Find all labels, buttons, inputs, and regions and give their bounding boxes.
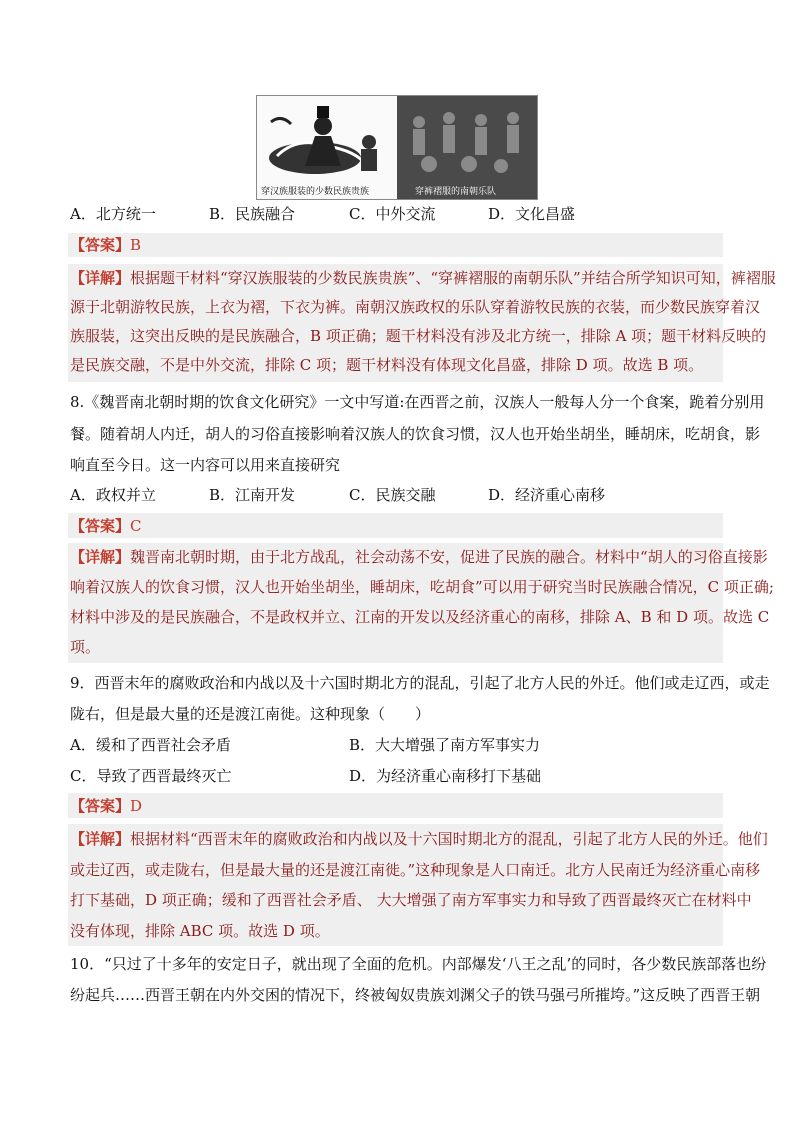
q7-detail-line-4: 是民族交融，不是中外交流，排除 C 项；题干材料没有体现文化昌盛，排除 D 项。故选 B 项。 <box>70 356 704 374</box>
q7-option-d: D．文化昌盛 <box>488 205 576 223</box>
q9-detail-line-2: 或走辽西，或走陇右，但是最大量的还是渡江南徙。”这种现象是人口南迁。北方人民南迁为经济重心南移 <box>70 861 761 879</box>
q8-option-b: B．江南开发 <box>209 486 296 504</box>
q8-detail-line-2: 响着汉族人的饮食习惯，汉人也开始坐胡坐，睡胡床，吃胡食”可以用于研究当时民族融合情况，C 项正确; <box>70 578 774 596</box>
left-caption: 穿汉族服装的少数民族贵族 <box>261 187 370 197</box>
q9-detail-line-4: 没有体现，排除 ABC 项。故选 D 项。 <box>70 922 330 940</box>
q8-option-d: D．经济重心南移 <box>488 486 606 504</box>
q7-answer <box>70 235 141 255</box>
q9-stem-line-1: 9．西晋末年的腐败政治和内战以及十六国时期北方的混乱，引起了北方人民的外迁。他们或走辽西，或走 <box>70 674 770 692</box>
answer-label: 【答案】 <box>70 517 131 535</box>
q9-answer <box>70 796 142 816</box>
answer-value: C <box>130 517 142 535</box>
q10-stem-line-1: 10．“只过了十多年的安定日子，就出现了全面的危机。内部爆发‘八王之乱’的同时，各少数民族部落也纷 <box>70 955 767 973</box>
q9-answer-band <box>68 793 723 818</box>
right-caption: 穿裤褶服的南朝乐队 <box>415 187 497 197</box>
q8-stem-line-1: 8.《魏晋南北朝时期的饮食文化研究》一文中写道:在西晋之前，汉族人一般每人分一个食案，跪着分别用 <box>70 393 765 411</box>
answer-value: D <box>130 797 143 815</box>
q8-option-c: C．民族交融 <box>349 486 436 504</box>
q7-option-c: C．中外交流 <box>349 205 436 223</box>
q9-detail-line-1: 【详解】根据材料“西晋末年的腐败政治和内战以及十六国时期北方的混乱，引起了北方人民的外迁。他们 <box>70 830 768 848</box>
southern-band-image <box>397 96 537 199</box>
minority-noble-image <box>257 96 397 199</box>
q7-answer-band <box>68 233 723 257</box>
detail-label: 【详解】 <box>70 548 131 566</box>
q8-detail-line-1: 【详解】魏晋南北朝时期，由于北方战乱，社会动荡不安，促进了民族的融合。材料中“胡人的习俗直接影 <box>70 548 768 566</box>
q7-detail-line-1: 【详解】根据题干材料“穿汉族服装的少数民族贵族”、“穿裤褶服的南朝乐队”并结合所学知识可知，裤褶服 <box>70 269 776 287</box>
answer-label: 【答案】 <box>70 797 131 815</box>
q8-detail-line-4: 项。 <box>70 638 101 656</box>
answer-value: B <box>130 236 142 254</box>
q8-stem-line-2: 餐。随着胡人内迁，胡人的习俗直接影响着汉族人的饮食习惯，汉人也开始坐胡坐，睡胡床，吃胡食，影 <box>70 425 761 443</box>
q9-option-d: D．为经济重心南移打下基础 <box>349 767 542 785</box>
q9-option-b: B．大大增强了南方军事实力 <box>349 736 541 754</box>
q8-detail-line-3: 材料中涉及的是民族融合，不是政权并立、江南的开发以及经济重心的南移，排除 A、B 和 D 项。故选 C <box>70 608 770 626</box>
answer-label: 【答案】 <box>70 236 131 254</box>
q7-option-b: B．民族融合 <box>209 205 296 223</box>
detail-label: 【详解】 <box>70 830 131 848</box>
q10-stem-line-2: 纷起兵……西晋王朝在内外交困的情况下，终被匈奴贵族刘渊父子的铁马强弓所摧垮。”这反映了西晋王朝 <box>70 986 761 1004</box>
historical-illustration <box>256 95 538 200</box>
q9-stem-line-2: 陇右，但是最大量的还是渡江南徙。这种现象（ ） <box>70 705 431 723</box>
q8-stem-line-3: 响直至今日。这一内容可以用来直接研究 <box>70 456 341 474</box>
q7-option-a: A．北方统一 <box>70 205 156 223</box>
q8-answer-band <box>68 513 723 538</box>
q9-option-c: C．导致了西晋最终灭亡 <box>70 767 232 785</box>
detail-label: 【详解】 <box>70 269 131 287</box>
q8-option-a: A．政权并立 <box>70 486 156 504</box>
q9-option-a: A．缓和了西晋社会矛盾 <box>70 736 231 754</box>
q7-detail-line-2: 源于北朝游牧民族，上衣为褶，下衣为裤。南朝汉族政权的乐队穿着游牧民族的衣装，而少数民族穿着汉 <box>70 298 761 316</box>
q7-detail-line-3: 族服装，这突出反映的是民族融合，B 项正确；题干材料没有涉及北方统一，排除 A 项；题干材料反映的 <box>70 327 767 345</box>
q9-detail-line-3: 打下基础，D 项正确；缓和了西晋社会矛盾、 大大增强了南方军事实力和导致了西晋最终灭亡在材料中 <box>70 891 752 909</box>
q8-answer <box>70 516 142 536</box>
